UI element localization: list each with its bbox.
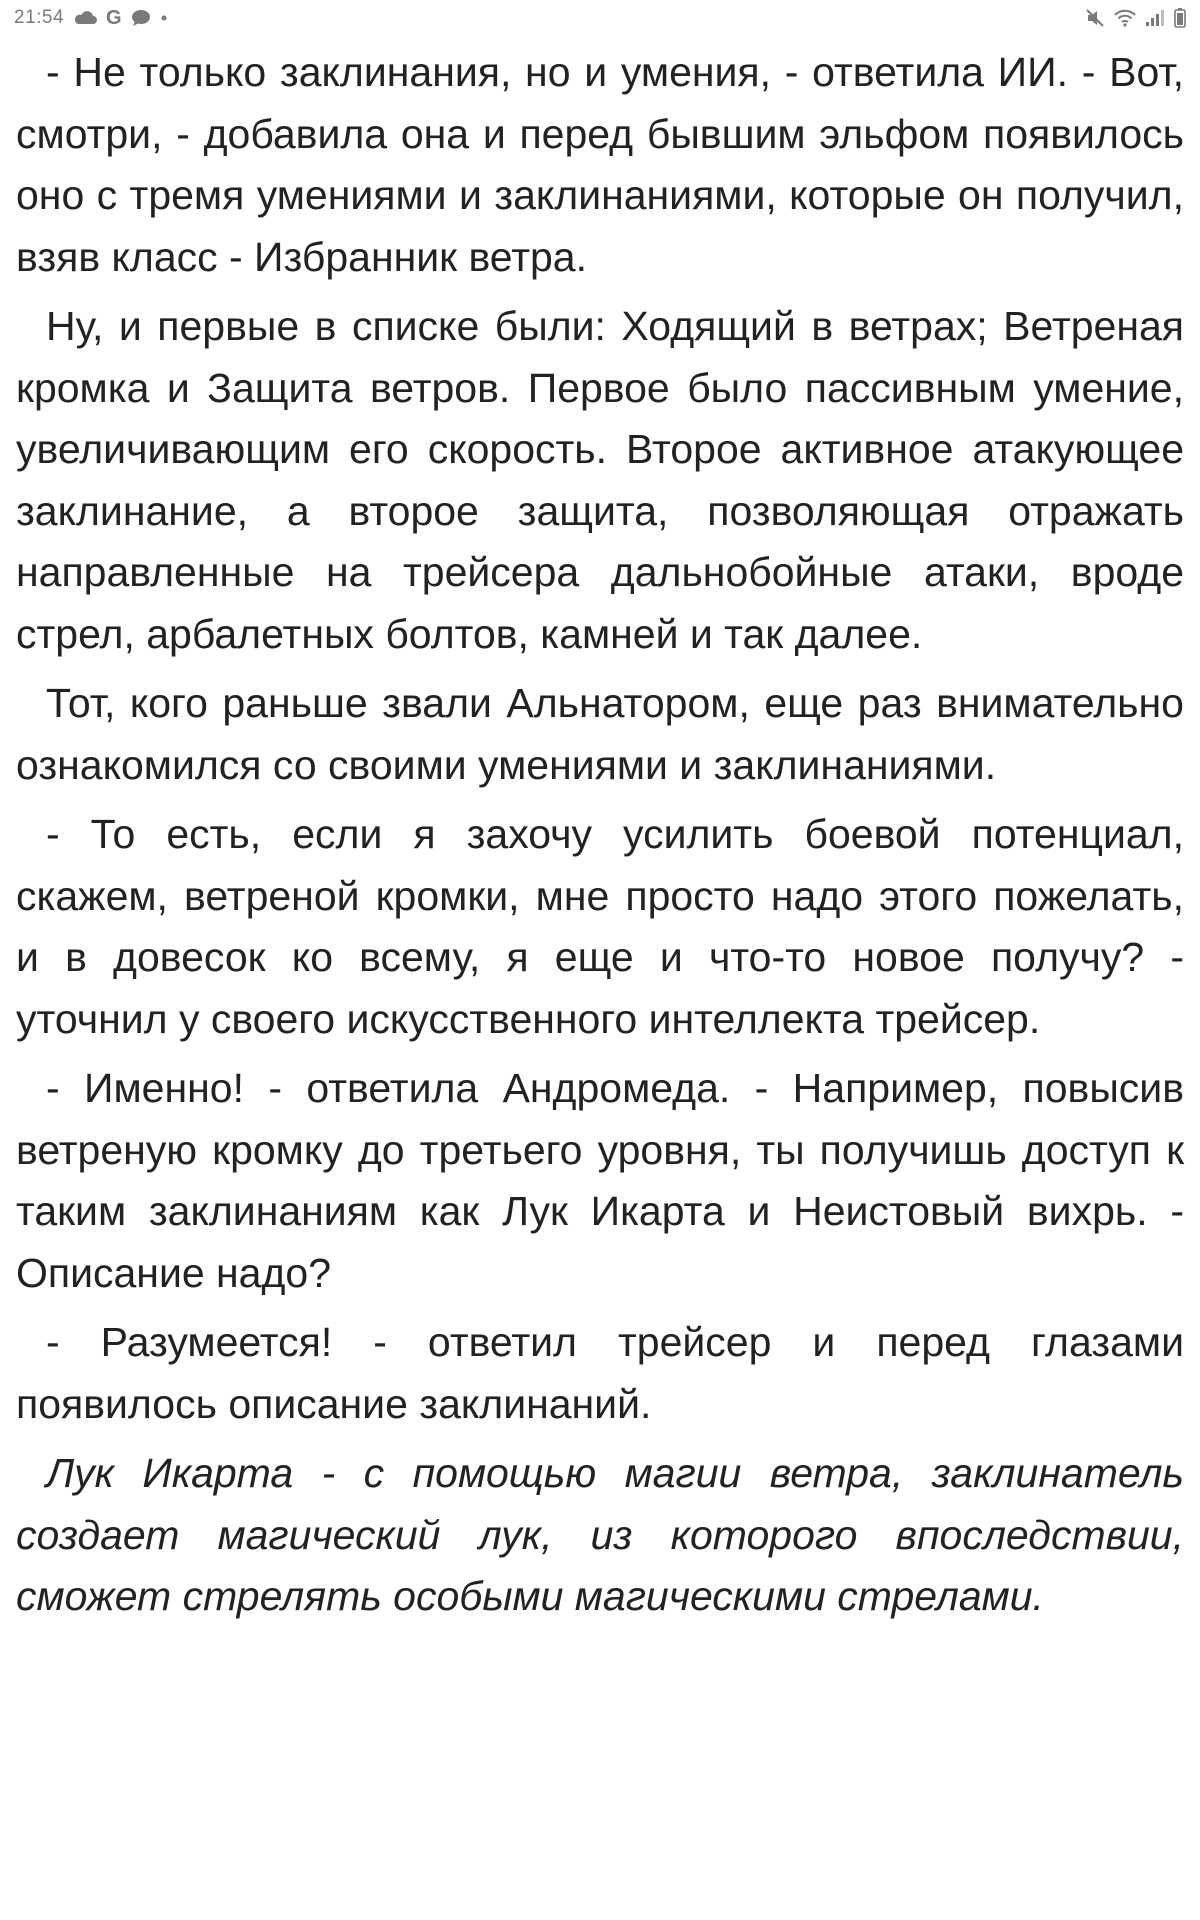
wifi-icon — [1114, 7, 1136, 29]
status-bar — [0, 0, 1200, 36]
paragraph: - То есть, если я захочу усилить боевой потенциал, скажем, ветреной кромки, мне просто надо этого пожелать, и в довесок ко всему, я еще и что-то новое получу? - уточнил у своего искусственного интеллекта трейсер. — [16, 811, 1184, 1042]
chat-bubble-icon — [131, 7, 151, 29]
paragraph: Ну, и первые в списке были: Ходящий в ветрах; Ветреная кромка и Защита ветров. Первое было пассивным умение, увеличивающим его скорость. Второе активное атакующее заклинание, а второе защита, позволяющая отражать направленные на трейсера дальнобойные атаки, вроде стрел, арбалетных болтов, камней и так далее. — [16, 303, 1184, 657]
status-left-group — [14, 7, 168, 29]
paragraph: - Не только заклинания, но и умения, - ответила ИИ. - Вот, смотри, - добавила она и перед бывшим эльфом появилось оно с тремя умениями и заклинаниями, которые он получил, взяв класс - Избранник ветра. — [16, 49, 1184, 280]
paragraph: Тот, кого раньше звали Альнатором, еще раз внимательно ознакомился со своими умениями и заклинаниями. — [16, 680, 1184, 788]
battery-icon — [1174, 7, 1186, 29]
google-g-icon: G — [106, 6, 122, 29]
status-time: 21:54 — [14, 7, 65, 28]
mute-icon — [1085, 7, 1105, 29]
paragraph: - Именно! - ответила Андромеда. - Например, повысив ветреную кромку до третьего уровня, ты получишь доступ к таким заклинаниям как Лук Икарта и Неистовый вихрь. - Описание надо? — [16, 1065, 1184, 1296]
status-right-group — [1085, 7, 1186, 29]
signal-icon — [1145, 7, 1165, 29]
dot-icon — [160, 7, 168, 29]
paragraph-italic-description: Лук Икарта - с помощью магии ветра, заклинатель создает магический лук, из которого впоследствии, сможет стрелять особыми магическими стрелами. — [16, 1450, 1184, 1619]
reader-page[interactable] — [16, 42, 1184, 1636]
cloud-icon — [73, 7, 97, 29]
paragraph: - Разумеется! - ответил трейсер и перед глазами появилось описание заклинаний. — [16, 1319, 1184, 1427]
